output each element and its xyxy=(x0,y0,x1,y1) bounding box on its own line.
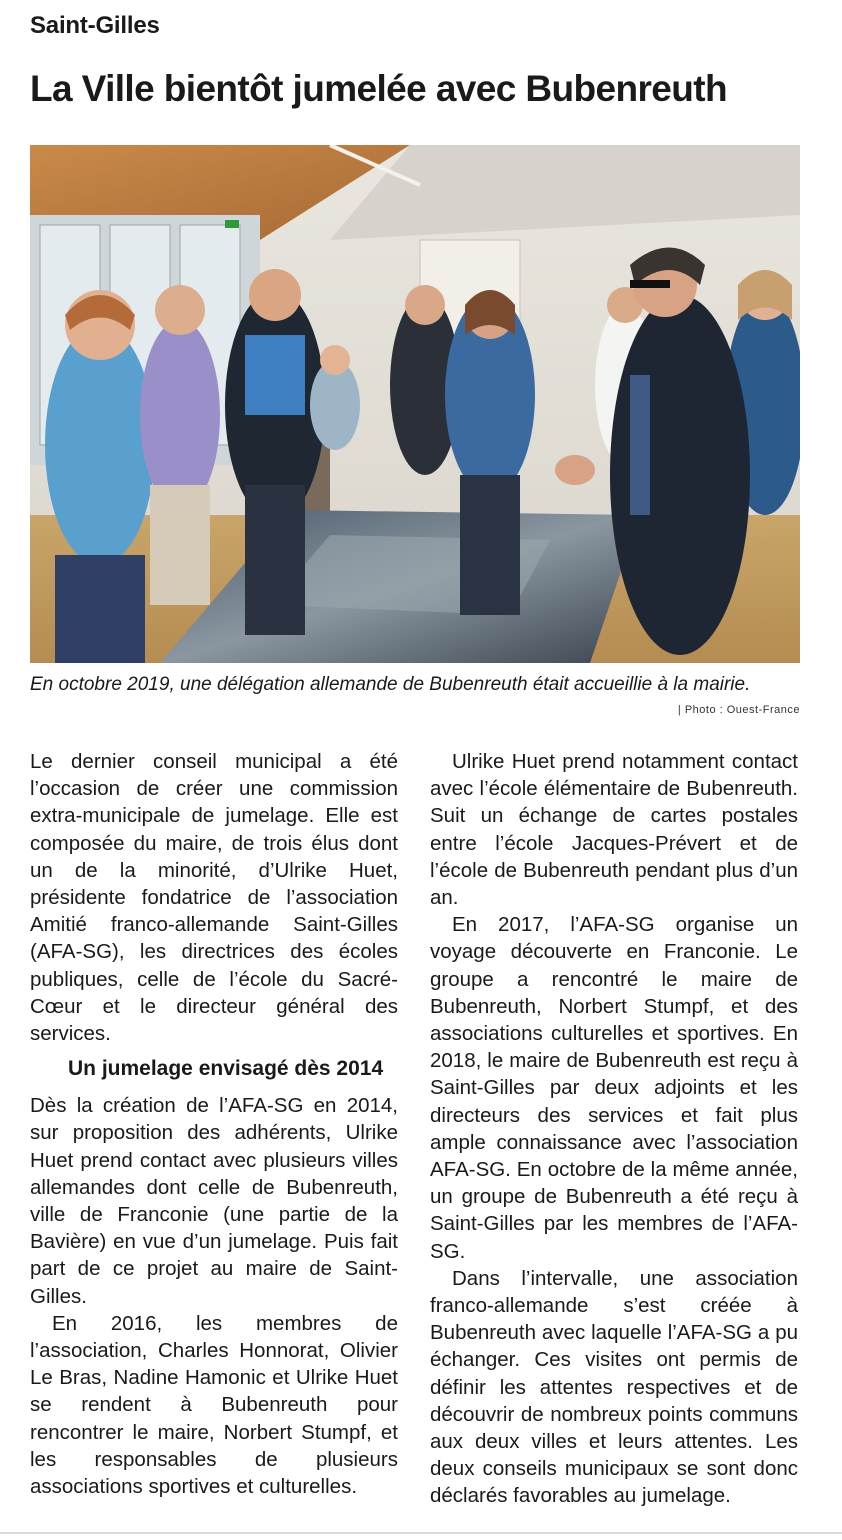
article-column-right xyxy=(430,748,798,1510)
section-label: Saint-Gilles xyxy=(30,12,160,39)
article-photo xyxy=(30,145,800,663)
article-paragraph: Dès la création de l’AFA-SG en 2014, sur proposition des adhérents, Ulrike Huet prend contact avec plusieurs villes allemandes dont celle de Bubenreuth, ville de Franconie (une partie de la Bavière) en vue d’un jumelage. Puis fait part de ce projet au maire de Saint-Gilles. xyxy=(30,1094,398,1308)
article-subheading: Un jumelage envisagé dès 2014 xyxy=(68,1057,384,1081)
article-paragraph: Ulrike Huet prend notamment contact avec l’école élémentaire de Bubenreuth. Suit un échange de cartes postales entre l’école Jacques-Prévert et de l’école de Bubenreuth pendant plus d’un an. xyxy=(430,750,798,910)
article-column-left xyxy=(30,748,398,1500)
photo-credit: | Photo : Ouest-France xyxy=(677,704,800,716)
page-bottom-divider xyxy=(0,1532,842,1534)
article-paragraph: Le dernier conseil municipal a été l’occasion de créer une commission extra-municipale de jumelage. Elle est composée du maire, de trois élus dont un de la minorité, d’Ulrike Huet, présidente fondatrice de l’association Amitié franco-allemande Saint-Gilles (AFA-SG), les directrices des écoles publiques, celle de l’école du Sacré-Cœur et le directeur général des services. xyxy=(30,750,398,1046)
article-headline: La Ville bientôt jumelée avec Bubenreuth xyxy=(30,68,728,109)
article-paragraph: En 2016, les membres de l’association, Charles Honnorat, Olivier Le Bras, Nadine Hamonic et Ulrike Huet se rendent à Bubenreuth pour rencontrer le maire, Norbert Stumpf, et les responsables de plusieurs associations sportives et culturelles. xyxy=(30,1311,398,1499)
article-paragraph: Dans l’intervalle, une association franco-allemande s’est créée à Bubenreuth avec laquelle l’AFA-SG a pu échanger. Ces visites ont permis de définir les attentes respectives et de découvrir de nombreux points communs aux deux villes et leurs attentes. Les deux conseils municipaux se sont donc déclarés favorables au jumelage. xyxy=(430,1266,798,1508)
photo-caption: En octobre 2019, une délégation allemande de Bubenreuth était accueillie à la mairie. xyxy=(30,674,751,695)
article-paragraph: En 2017, l’AFA-SG organise un voyage découverte en Franconie. Le groupe a rencontré le maire de Bubenreuth, Norbert Stumpf, et des associations culturelles et sportives. En 2018, le maire de Bubenreuth est reçu à Saint-Gilles par deux adjoints et les directeurs des services et fait plus ample connaissance avec l’association AFA-SG. En octobre de la même année, un groupe de Bubenreuth a été reçu à Saint-Gilles par les membres de l’AFA-SG. xyxy=(430,913,798,1263)
photo-image xyxy=(30,145,800,663)
